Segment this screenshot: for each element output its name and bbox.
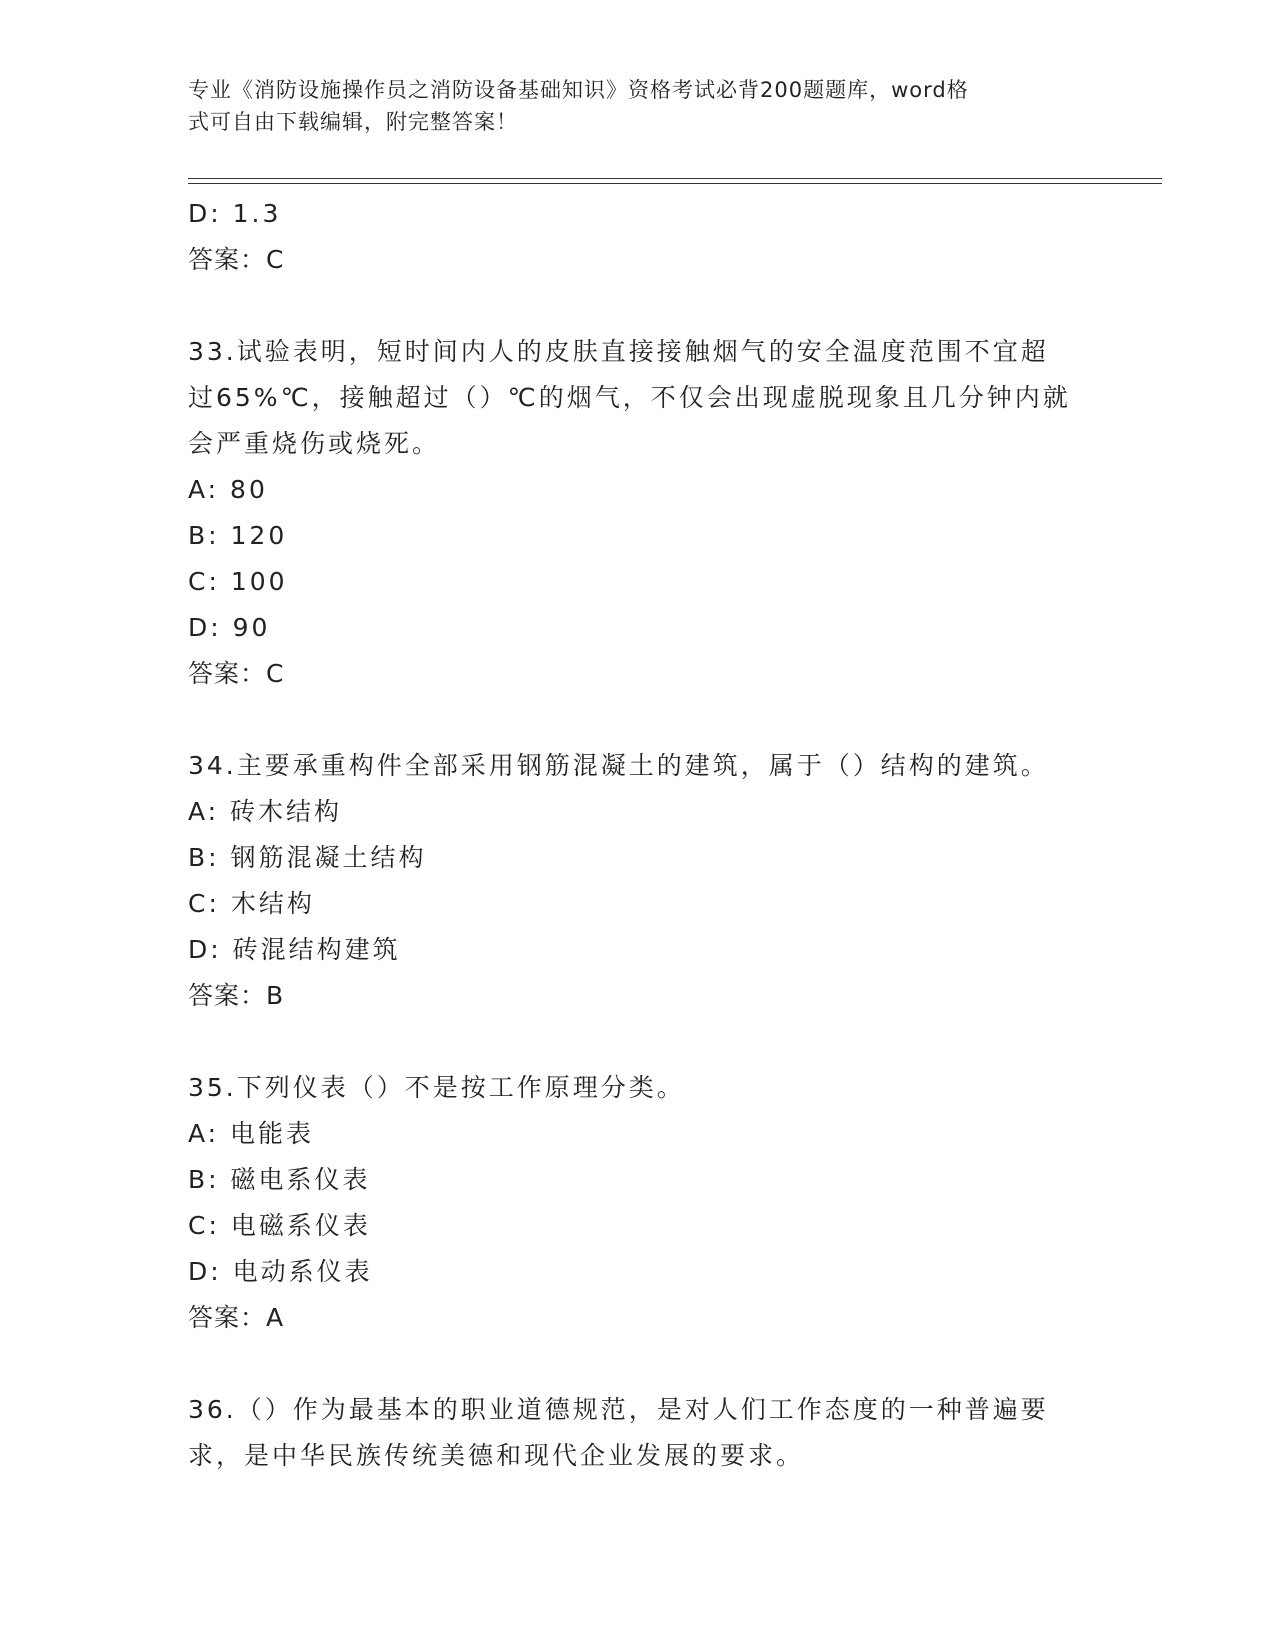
spacer [188, 1019, 1088, 1065]
header-title-line-1: 专业《消防设施操作员之消防设备基础知识》资格考试必背200题题库，word格 [188, 78, 969, 102]
question-35-option-b: B: 磁电系仪表 [188, 1165, 371, 1194]
question-33-option-d: D: 90 [188, 613, 271, 642]
spacer [188, 697, 1088, 743]
question-36 [188, 1387, 1088, 1479]
prev-answer: 答案：C [188, 245, 285, 274]
question-34 [188, 743, 1088, 1019]
question-33-option-b: B: 120 [188, 521, 288, 550]
question-33-stem-line-3: 会严重烧伤或烧死。 [188, 429, 441, 458]
question-34-option-b: B: 钢筋混凝土结构 [188, 843, 427, 872]
spacer [188, 283, 1088, 329]
question-33 [188, 329, 1088, 697]
question-35-stem-line-1: 35.下列仪表（）不是按工作原理分类。 [188, 1073, 685, 1102]
question-35-option-c: C: 电磁系仪表 [188, 1211, 371, 1240]
question-35 [188, 1065, 1088, 1341]
question-34-answer: 答案：B [188, 981, 285, 1010]
question-33-answer: 答案：C [188, 659, 285, 688]
question-34-option-c: C: 木结构 [188, 889, 315, 918]
spacer [188, 1341, 1088, 1387]
question-33-option-a: A: 80 [188, 475, 268, 504]
question-35-option-d: D: 电动系仪表 [188, 1257, 373, 1286]
question-34-option-a: A: 砖木结构 [188, 797, 343, 826]
question-33-stem-line-2: 过65%℃，接触超过（）℃的烟气，不仅会出现虚脱现象且几分钟内就 [188, 383, 1071, 412]
question-35-answer: 答案：A [188, 1303, 285, 1332]
prev-option-d: D: 1.3 [188, 199, 282, 228]
header-title-line-2: 式可自由下载编辑，附完整答案！ [188, 110, 518, 134]
question-33-stem-line-1: 33.试验表明，短时间内人的皮肤直接接触烟气的安全温度范围不宜超 [188, 337, 1049, 366]
question-36-stem-line-1: 36.（）作为最基本的职业道德规范，是对人们工作态度的一种普遍要 [188, 1395, 1049, 1424]
question-36-stem-line-2: 求，是中华民族传统美德和现代企业发展的要求。 [188, 1441, 805, 1470]
page-header [188, 74, 1088, 138]
header-divider [188, 178, 1162, 184]
question-34-option-d: D: 砖混结构建筑 [188, 935, 401, 964]
question-34-stem-line-1: 34.主要承重构件全部采用钢筋混凝土的建筑，属于（）结构的建筑。 [188, 751, 1049, 780]
question-33-option-c: C: 100 [188, 567, 288, 596]
question-content [188, 191, 1088, 1479]
question-35-option-a: A: 电能表 [188, 1119, 315, 1148]
